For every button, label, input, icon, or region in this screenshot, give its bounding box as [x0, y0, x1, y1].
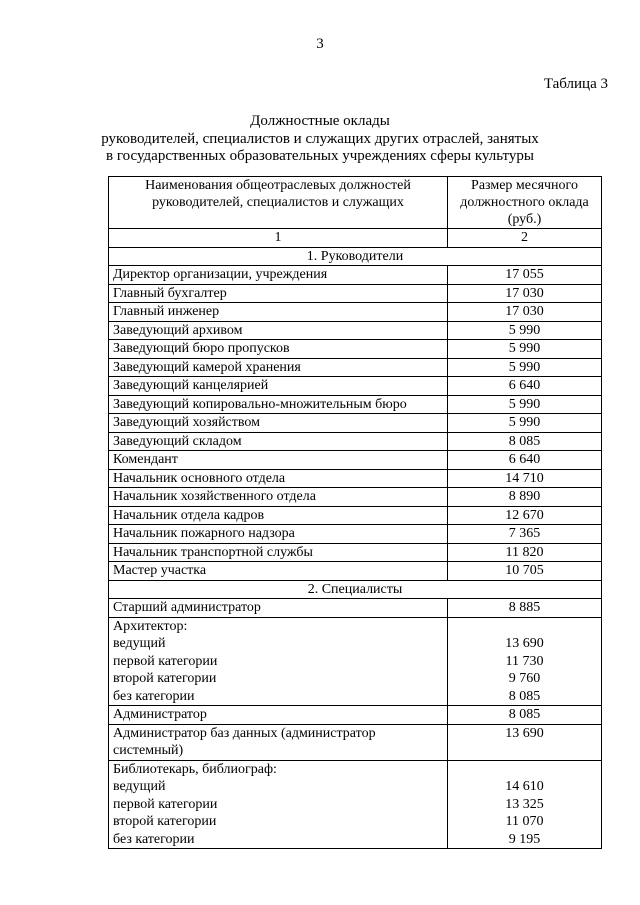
position-name-line: системный)	[113, 743, 184, 758]
table-row	[109, 340, 602, 359]
position-name	[109, 760, 448, 849]
title-line: руководителей, специалистов и служащих других отраслей, занятых	[101, 130, 539, 147]
position-name: Главный бухгалтер	[109, 284, 448, 303]
salary-value: 14 710	[448, 469, 602, 488]
header-line: должностного оклада	[460, 195, 589, 210]
position-name: Заведующий канцелярией	[109, 377, 448, 396]
position-name	[109, 617, 448, 706]
table-row	[109, 617, 602, 706]
group-item-name: первой категории	[113, 653, 218, 669]
table-row	[109, 506, 602, 525]
salary-value: 17 030	[448, 303, 602, 322]
table-number-label: Таблица 3	[543, 76, 608, 92]
header-line: руководителей, специалистов и служащих	[152, 195, 404, 210]
header-line: Размер месячного	[471, 178, 578, 193]
group-item-name: ведущий	[113, 636, 166, 651]
salary-value: 8 890	[448, 488, 602, 507]
table-row	[109, 266, 602, 285]
table-row	[109, 525, 602, 544]
group-title: Архитектор:	[113, 618, 188, 634]
group-item-name: первой категории	[113, 796, 218, 812]
group-item-value: 11 070	[505, 814, 544, 829]
group-item-name: без категории	[113, 831, 195, 847]
section-header-row	[109, 580, 602, 599]
group-item-value: 11 730	[505, 653, 544, 669]
section-header-row	[109, 247, 602, 266]
table-row	[109, 488, 602, 507]
position-name: Начальник отдела кадров	[109, 506, 448, 525]
position-name: Заведующий хозяйством	[109, 414, 448, 433]
table-row	[109, 760, 602, 849]
table-row	[109, 543, 602, 562]
position-name: Начальник пожарного надзора	[109, 525, 448, 544]
column-number: 1	[109, 229, 448, 248]
group-item-value: 14 610	[505, 779, 544, 794]
table-row	[109, 432, 602, 451]
position-name-line: Администратор баз данных (администратор	[113, 725, 376, 741]
group-item-value: 13 690	[505, 636, 544, 651]
section-title: 2. Специалисты	[109, 580, 602, 599]
page-number: 3	[316, 36, 324, 52]
column-number-row	[109, 229, 602, 248]
position-name: Комендант	[109, 451, 448, 470]
salary-value: 6 640	[448, 451, 602, 470]
salary-value	[448, 617, 602, 706]
salary-value: 17 030	[448, 284, 602, 303]
group-item-name: ведущий	[113, 779, 166, 794]
document-title	[0, 113, 640, 166]
blank-line	[452, 761, 597, 779]
table-row	[109, 303, 602, 322]
salary-value	[448, 760, 602, 849]
table-row	[109, 358, 602, 377]
salary-value: 7 365	[448, 525, 602, 544]
position-name: Заведующий архивом	[109, 321, 448, 340]
position-name: Мастер участка	[109, 562, 448, 581]
header-salary	[448, 177, 602, 229]
group-item-value: 8 085	[508, 688, 541, 704]
salary-value: 5 990	[448, 340, 602, 359]
position-name: Заведующий складом	[109, 432, 448, 451]
position-name	[109, 724, 448, 760]
table-row	[109, 706, 602, 725]
table-row	[109, 599, 602, 618]
salary-value: 8 885	[448, 599, 602, 618]
position-name: Директор организации, учреждения	[109, 266, 448, 285]
blank-line	[452, 618, 597, 636]
group-item-value: 13 325	[505, 796, 544, 812]
salary-value: 12 670	[448, 506, 602, 525]
salary-value: 11 820	[448, 543, 602, 562]
salary-value: 10 705	[448, 562, 602, 581]
salary-value: 5 990	[448, 414, 602, 433]
salary-value: 8 085	[448, 706, 602, 725]
position-name: Заведующий камерой хранения	[109, 358, 448, 377]
position-name: Заведующий копировально-множительным бюро	[109, 395, 448, 414]
position-name: Администратор	[109, 706, 448, 725]
salary-value: 5 990	[448, 358, 602, 377]
column-number: 2	[448, 229, 602, 248]
salary-table	[108, 176, 602, 849]
table-header-row	[109, 177, 602, 229]
position-name: Начальник хозяйственного отдела	[109, 488, 448, 507]
table-row	[109, 395, 602, 414]
table-row	[109, 377, 602, 396]
group-item-name: второй категории	[113, 671, 217, 686]
table-row	[109, 724, 602, 760]
header-line: (руб.)	[507, 212, 542, 227]
salary-value: 17 055	[448, 266, 602, 285]
table-row	[109, 414, 602, 433]
table-row	[109, 321, 602, 340]
position-name: Начальник транспортной службы	[109, 543, 448, 562]
section-title: 1. Руководители	[109, 247, 602, 266]
table-row	[109, 562, 602, 581]
title-line: Должностные оклады	[250, 113, 390, 129]
salary-value: 6 640	[448, 377, 602, 396]
salary-value: 5 990	[448, 321, 602, 340]
group-item-value: 9 195	[508, 831, 541, 847]
salary-value: 8 085	[448, 432, 602, 451]
group-item-value: 9 760	[508, 671, 541, 686]
group-item-name: без категории	[113, 688, 195, 704]
salary-table-body	[109, 177, 602, 849]
position-name: Заведующий бюро пропусков	[109, 340, 448, 359]
position-name: Начальник основного отдела	[109, 469, 448, 488]
group-title: Библиотекарь, библиограф:	[113, 761, 277, 777]
position-name: Старший администратор	[109, 599, 448, 618]
header-line: Наименования общеотраслевых должностей	[145, 178, 411, 193]
header-position-name	[109, 177, 448, 229]
table-row	[109, 284, 602, 303]
group-item-name: второй категории	[113, 814, 217, 829]
title-line: в государственных образовательных учреждениях сферы культуры	[106, 148, 534, 164]
table-row	[109, 451, 602, 470]
salary-value: 13 690	[448, 724, 602, 760]
salary-value: 5 990	[448, 395, 602, 414]
table-row	[109, 469, 602, 488]
position-name: Главный инженер	[109, 303, 448, 322]
